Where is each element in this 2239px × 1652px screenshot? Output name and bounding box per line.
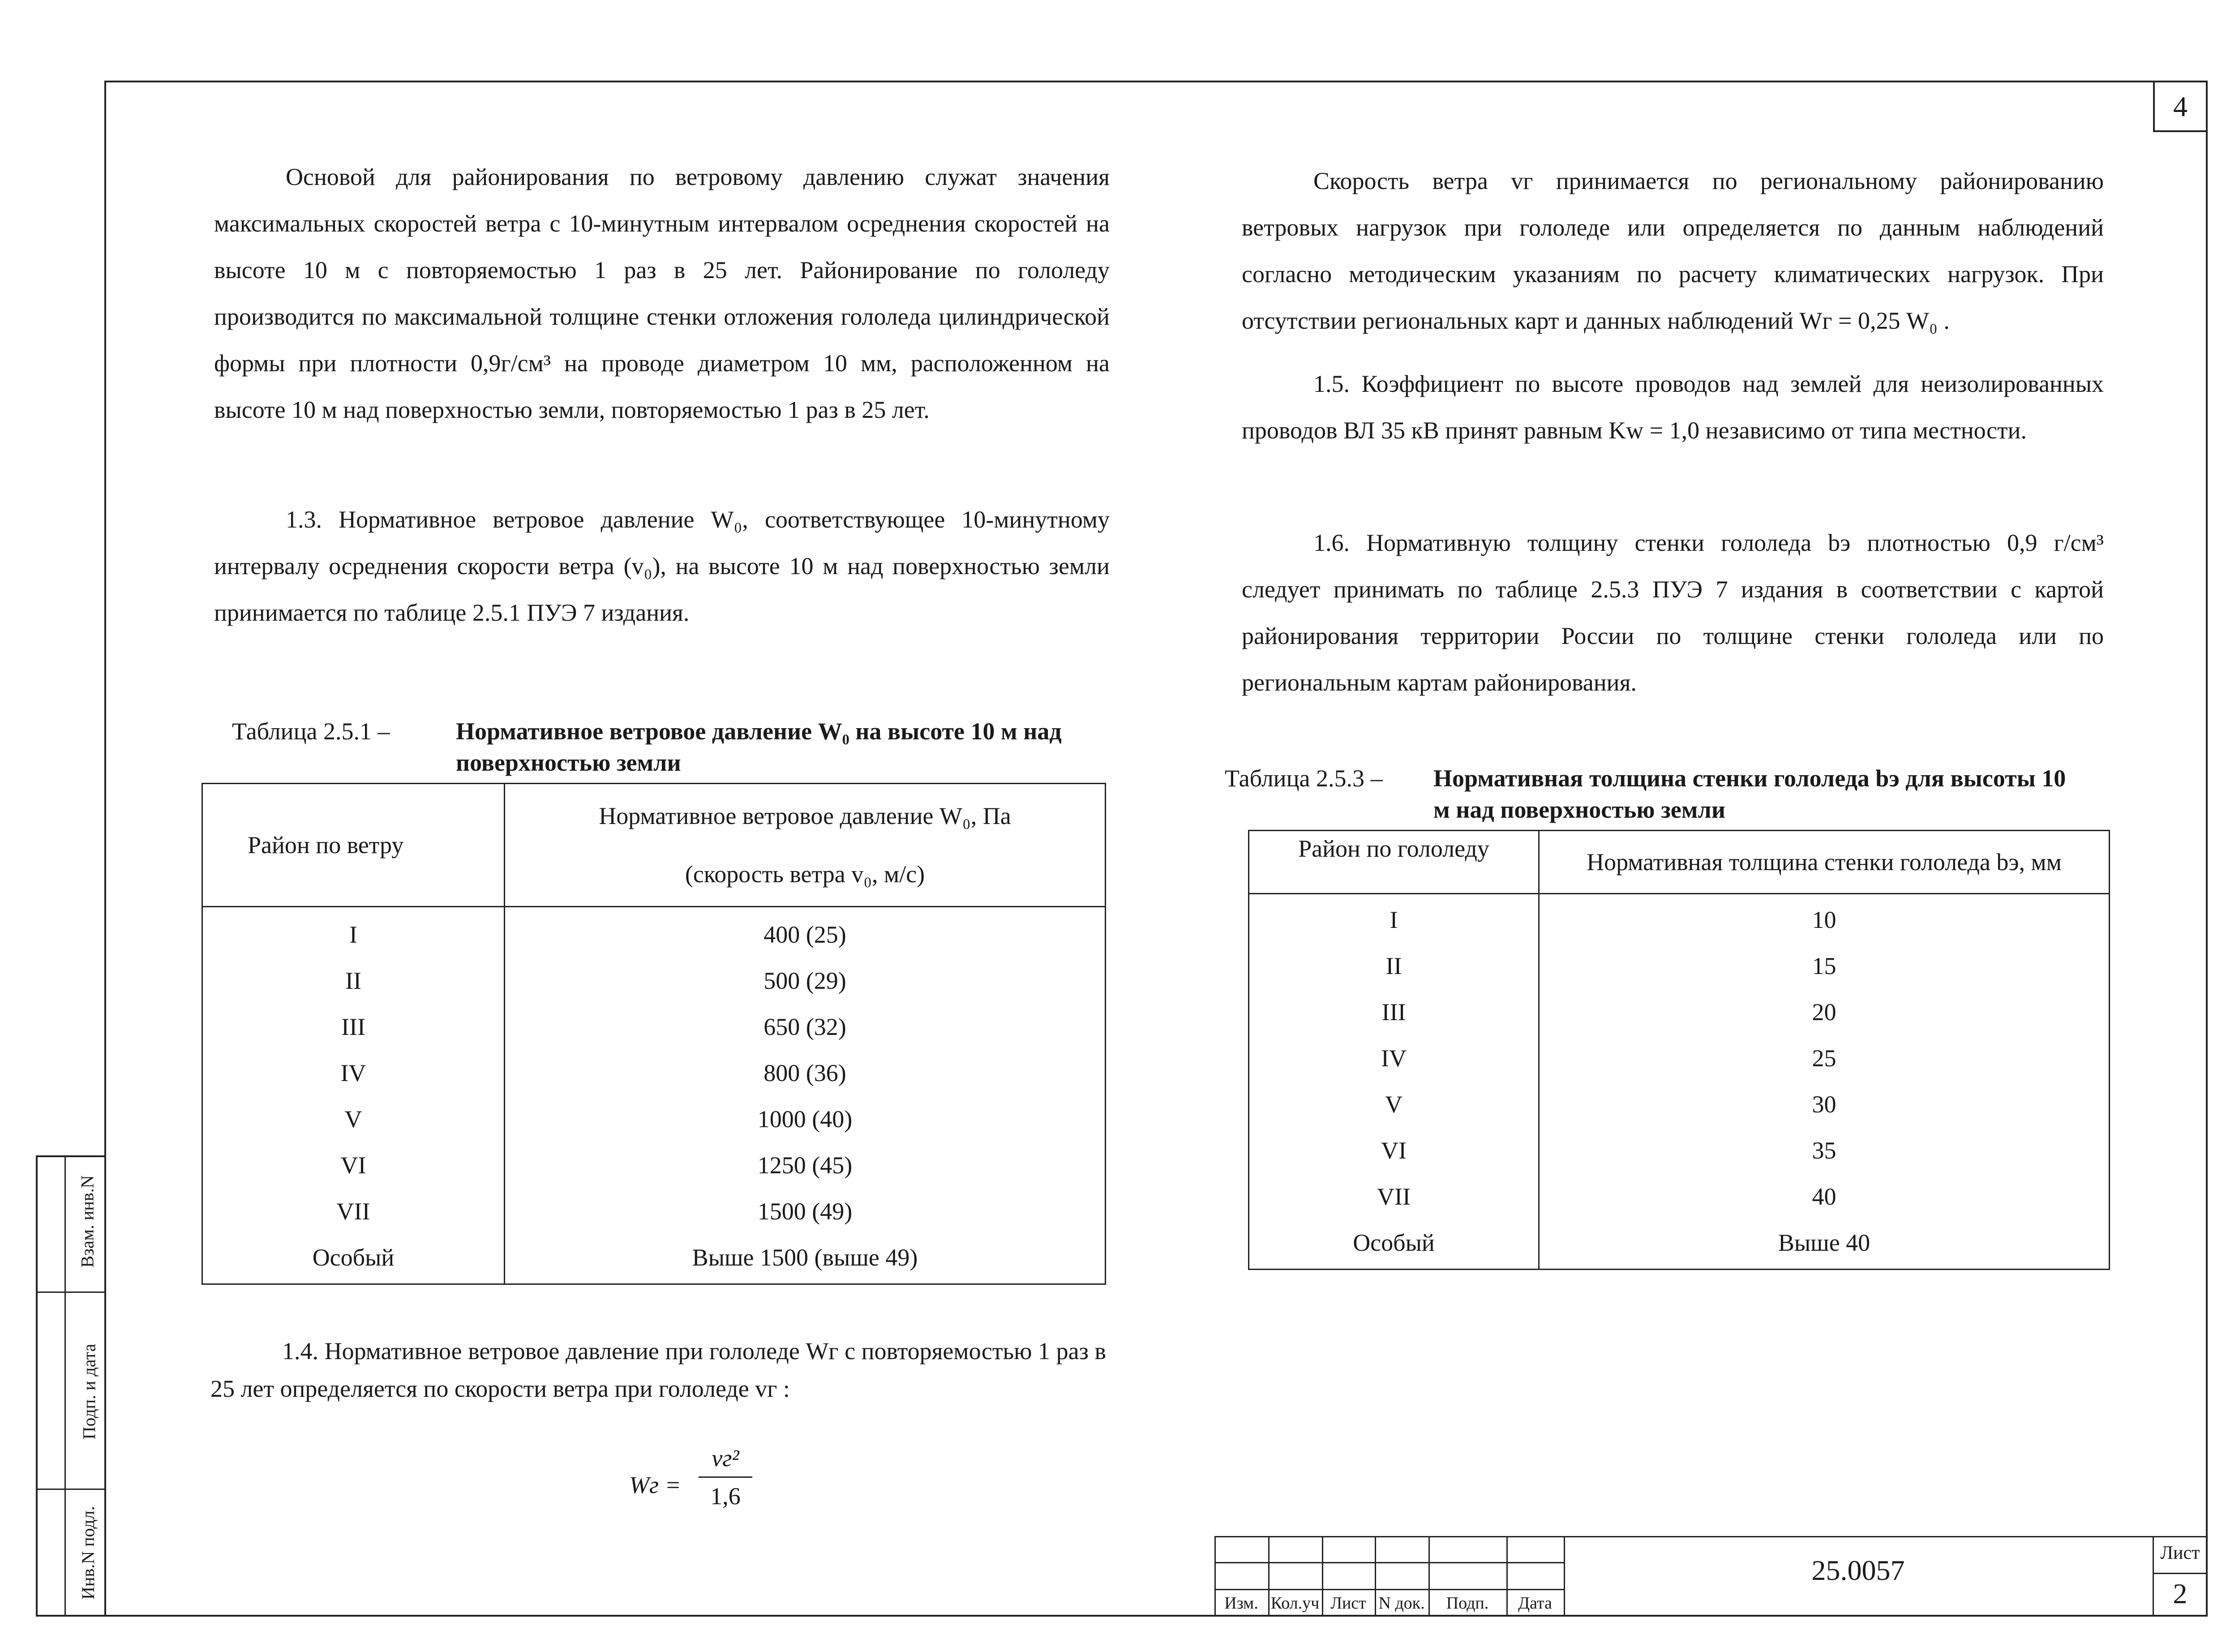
table1-header-row bbox=[202, 784, 1106, 907]
table1-cell-value: 500 (29) bbox=[505, 958, 1106, 1004]
table1-caption-title: Нормативное ветровое давление W₀ на высоте 10 м над поверхностью земли bbox=[456, 718, 1062, 776]
table2-cell-value: 25 bbox=[1539, 1035, 2110, 1081]
table2-caption-number: Таблица 2.5.3 – bbox=[1225, 765, 1383, 792]
right-paragraph-2: 1.5. Коэффициент по высоте проводов над землей для неизолированных проводов ВЛ 35 кВ принят равным Kw = 1,0 независимо от типа местности. bbox=[1242, 370, 2104, 444]
table-row bbox=[202, 1142, 1106, 1189]
title-block-row-line bbox=[1214, 1562, 1564, 1563]
table2-cell-region: V bbox=[1249, 1081, 1539, 1128]
table-row bbox=[202, 1189, 1106, 1235]
table1-cell-region: II bbox=[202, 958, 505, 1004]
binding-label-vzam: Взам. инв.N bbox=[77, 1175, 98, 1268]
table-row bbox=[202, 1235, 1106, 1284]
table2-header-row bbox=[1249, 831, 2110, 894]
binding-label-inv: Инв.N подл. bbox=[77, 1506, 98, 1600]
stamp-col-n-dok: N док. bbox=[1378, 1594, 1425, 1613]
table-row bbox=[202, 958, 1106, 1004]
table2-cell-region: VII bbox=[1249, 1174, 1539, 1220]
table-row bbox=[1249, 894, 2110, 944]
formula-fraction-bar bbox=[699, 1476, 752, 1478]
binding-strip bbox=[36, 1155, 104, 1617]
table1-cell-value: 1000 (40) bbox=[505, 1096, 1106, 1142]
table1-header-pressure bbox=[505, 784, 1106, 907]
right-paragraph-3: 1.6. Нормативную толщину стенки гололеда bэ плотностью 0,9 г/см³ следует принимать по таблице 2.5.3 ПУЭ 7 издания в соответствии с картой районирования территории России по толщине стенки гололеда или по региональным картам районирования. bbox=[1242, 529, 2104, 696]
table1-cell-region: VI bbox=[202, 1142, 505, 1189]
table2-cell-region: II bbox=[1249, 943, 1539, 989]
table2-caption-title: Нормативная толщина стенки гололеда bэ для высоты 10 м над поверхностью земли bbox=[1433, 765, 2066, 823]
sheet-number: 2 bbox=[2173, 1578, 2188, 1609]
table2-cell-value: 20 bbox=[1539, 989, 2110, 1035]
table-2-5-3 bbox=[1248, 830, 2110, 1270]
table1-cell-value: 650 (32) bbox=[505, 1004, 1106, 1050]
table-row bbox=[1249, 1128, 2110, 1174]
table1-header-pressure-line2: (скорость ветра v₀, м/с) bbox=[685, 861, 925, 888]
table2-cell-region: VI bbox=[1249, 1128, 1539, 1174]
table2-caption bbox=[1225, 763, 2120, 823]
table2-cell-region: Особый bbox=[1249, 1220, 1539, 1270]
table1-header-pressure-line1: Нормативное ветровое давление W₀, Па bbox=[599, 802, 1011, 829]
formula-wind-pressure-icing bbox=[629, 1444, 763, 1525]
formula-numerator: vг² bbox=[712, 1445, 739, 1472]
table-row bbox=[1249, 1081, 2110, 1128]
table2-cell-value: Выше 40 bbox=[1539, 1220, 2110, 1270]
table2-cell-value: 30 bbox=[1539, 1081, 2110, 1128]
table1-cell-value: 800 (36) bbox=[505, 1050, 1106, 1096]
title-block-top-line bbox=[1214, 1536, 2208, 1537]
left-paragraph-3: 1.4. Нормативное ветровое давление при гололеде Wг с повторяемостью 1 раз в 25 лет определяется по скорости ветра при гололеде vг : bbox=[210, 1338, 1106, 1402]
table2-cell-value: 35 bbox=[1539, 1128, 2110, 1174]
table1-cell-value: 1250 (45) bbox=[505, 1142, 1106, 1189]
table1-caption-number: Таблица 2.5.1 – bbox=[232, 718, 390, 745]
table2-cell-region: IV bbox=[1249, 1035, 1539, 1081]
table2-header-region: Район по гололеду bbox=[1249, 831, 1539, 894]
table2-cell-region: I bbox=[1249, 894, 1539, 944]
table1-cell-region: IV bbox=[202, 1050, 505, 1096]
binding-label-podp: Подп. и дата bbox=[79, 1343, 99, 1440]
table2-cell-value: 10 bbox=[1539, 894, 2110, 944]
table-row bbox=[1249, 1174, 2110, 1220]
stamp-col-podp: Подп. bbox=[1446, 1594, 1489, 1613]
table1-cell-value: 400 (25) bbox=[505, 907, 1106, 958]
table1-cell-value: Выше 1500 (выше 49) bbox=[505, 1235, 1106, 1284]
table-row bbox=[202, 1096, 1106, 1142]
table2-cell-region: III bbox=[1249, 989, 1539, 1035]
binding-strip-line bbox=[38, 1292, 104, 1293]
table-row bbox=[202, 1050, 1106, 1096]
title-block-row-line bbox=[1214, 1589, 1564, 1590]
table-2-5-1 bbox=[202, 783, 1106, 1285]
table-row bbox=[1249, 1220, 2110, 1270]
table-row bbox=[1249, 989, 2110, 1035]
table1-cell-region: I bbox=[202, 907, 505, 958]
table2-cell-value: 40 bbox=[1539, 1174, 2110, 1220]
binding-strip-line bbox=[38, 1489, 104, 1490]
binding-strip-inner-line bbox=[64, 1157, 66, 1617]
title-block-sheet-divider bbox=[2153, 1573, 2208, 1574]
table1-caption bbox=[232, 716, 1128, 776]
stamp-col-kol-uch: Кол.уч bbox=[1270, 1594, 1320, 1613]
table1-header-region: Район по ветру bbox=[202, 784, 505, 907]
formula-denominator: 1,6 bbox=[710, 1483, 741, 1510]
right-paragraph-1: Скорость ветра vг принимается по региональному районированию ветровых нагрузок при гололеде или определяется по данным наблюдений согласно методическим указаниям по расчету климатических нагрузок. При отсутствии региональных карт и данных наблюдений Wг = 0,25 W₀ . bbox=[1242, 167, 2104, 334]
table1-cell-region: Особый bbox=[202, 1235, 505, 1284]
table1-cell-region: III bbox=[202, 1004, 505, 1050]
formula-lhs: Wг = bbox=[629, 1472, 681, 1498]
table-row bbox=[1249, 943, 2110, 989]
title-block bbox=[1214, 1536, 2208, 1617]
table2-header-thickness: Нормативная толщина стенки гололеда bэ, мм bbox=[1539, 831, 2110, 894]
table2-cell-value: 15 bbox=[1539, 943, 2110, 989]
table-row bbox=[202, 1004, 1106, 1050]
document-code: 25.0057 bbox=[1811, 1554, 1905, 1586]
table1-cell-region: V bbox=[202, 1096, 505, 1142]
stamp-col-data: Дата bbox=[1518, 1594, 1552, 1613]
page-number: 4 bbox=[2153, 81, 2208, 132]
stamp-col-list: Лист bbox=[1330, 1594, 1366, 1613]
table-row bbox=[202, 907, 1106, 958]
table-row bbox=[1249, 1035, 2110, 1081]
stamp-col-izm: Изм. bbox=[1224, 1594, 1258, 1613]
left-paragraph-1: Основой для районирования по ветровому давлению служат значения максимальных скоростей ветра с 10-минутным интервалом осреднения скоростей на высоте 10 м с повторяемостью 1 раз в 25 лет. Районирование по гололеду производится по максимальной толщине стенки отложения гололеда цилиндрической формы при плотности 0,9г/см³ на проводе диаметром 10 мм, расположенном на высоте 10 м над поверхностью земли, повторяемостью 1 раз в 25 лет. bbox=[214, 163, 1110, 423]
table1-cell-region: VII bbox=[202, 1189, 505, 1235]
table1-cell-value: 1500 (49) bbox=[505, 1189, 1106, 1235]
sheet-label: Лист bbox=[2160, 1543, 2200, 1563]
left-paragraph-2: 1.3. Нормативное ветровое давление W₀, соответствующее 10-минутному интервалу осреднения скорости ветра (v₀), на высоте 10 м над поверхностью земли принимается по таблице 2.5.1 ПУЭ 7 издания. bbox=[214, 506, 1110, 626]
